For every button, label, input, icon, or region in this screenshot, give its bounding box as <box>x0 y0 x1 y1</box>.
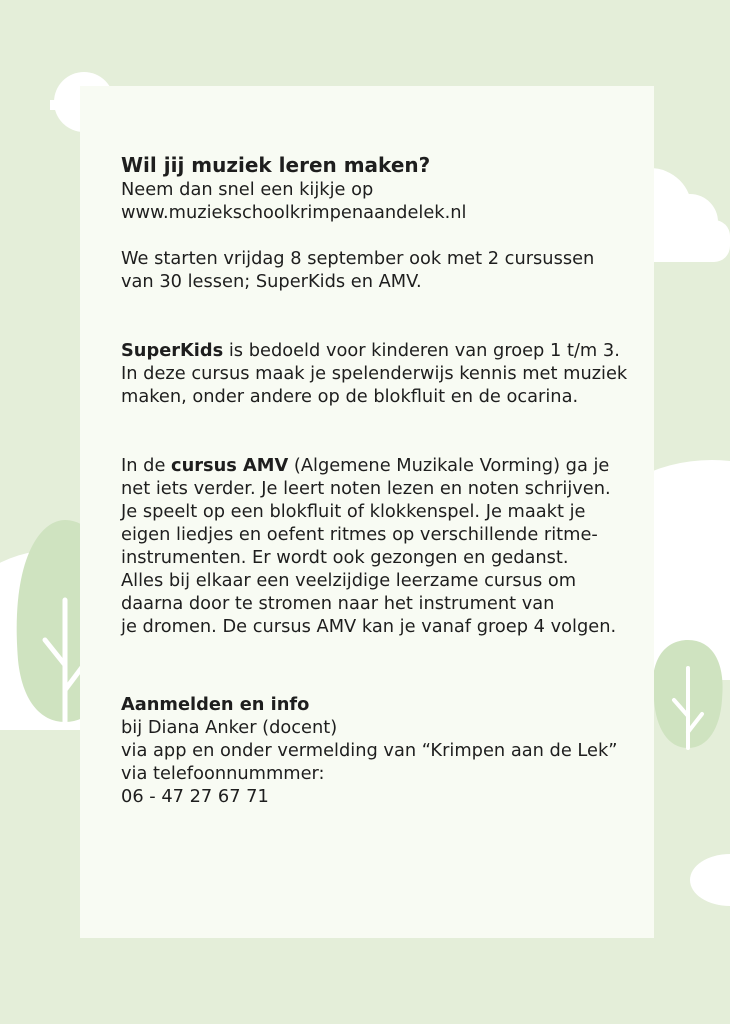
amv-line3: Je speelt op een blokfluit of klokkenspel. Je maakt je <box>121 501 586 522</box>
amv-name: cursus AMV <box>171 455 289 476</box>
amv-line1 <box>121 454 661 477</box>
amv-line4: eigen liedjes en oefent ritmes op verschillende ritme- <box>121 524 598 545</box>
contact-line3: via telefoonnummmer: <box>121 763 325 784</box>
contact-heading: Aanmelden en info <box>121 694 310 715</box>
flyer-content <box>121 152 661 808</box>
website-link[interactable]: www.muziekschoolkrimpenaandelek.nl <box>121 202 467 223</box>
superkids-line2: In deze cursus maak je spelenderwijs kennis met muziek <box>121 363 628 384</box>
amv-line6: Alles bij elkaar een veelzijdige leerzame cursus om <box>121 570 577 591</box>
contact-phone[interactable]: 06 - 47 27 67 71 <box>121 786 269 807</box>
amv-line5: instrumenten. Er wordt ook gezongen en gedanst. <box>121 547 569 568</box>
amv-line7: daarna door te stromen naar het instrument van <box>121 593 555 614</box>
cloud-icon <box>690 854 730 906</box>
start-text-line1: We starten vrijdag 8 september ook met 2 cursussen <box>121 248 595 269</box>
page-title: Wil jij muziek leren maken? <box>121 153 431 177</box>
superkids-line3: maken, onder andere op de blokfluit en de ocarina. <box>121 386 579 407</box>
amv-line8: je dromen. De cursus AMV kan je vanaf groep 4 volgen. <box>121 616 617 637</box>
contact-line2: via app en onder vermelding van “Krimpen aan de Lek” <box>121 740 618 761</box>
tree-icon <box>653 640 723 748</box>
superkids-name: SuperKids <box>121 340 224 361</box>
amv-line1-post: (Algemene Muzikale Vorming) ga je <box>288 455 610 476</box>
amv-line1-pre: In de <box>121 455 172 476</box>
amv-line2: net iets verder. Je leert noten lezen en noten schrijven. <box>121 478 611 499</box>
superkids-line1 <box>121 339 661 362</box>
superkids-line1-rest: is bedoeld voor kinderen van groep 1 t/m 3. <box>223 340 620 361</box>
start-text-line2: van 30 lessen; SuperKids en AMV. <box>121 271 422 292</box>
intro-text: Neem dan snel een kijkje op <box>121 179 374 200</box>
contact-line1: bij Diana Anker (docent) <box>121 717 338 738</box>
